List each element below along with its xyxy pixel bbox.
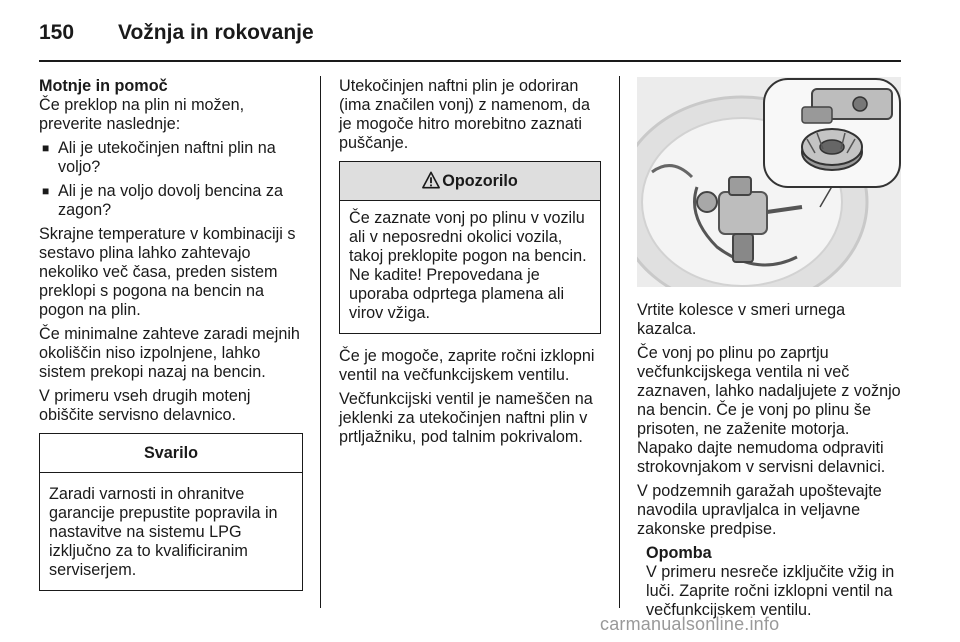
paragraph: Vrtite kolesce v smeri urnega kazalca. xyxy=(637,301,846,338)
list-item: ■ Ali je utekočinjen naftni plin na voljo? xyxy=(42,139,276,176)
column-right xyxy=(637,77,903,625)
page-number: 150 xyxy=(39,21,75,44)
column-left xyxy=(39,77,303,591)
paragraph: Utekočinjen naftni plin je odoriran (ima značilen vonj) z namenom, da je mogoče hitro morebitno zaznati puščanje. xyxy=(339,77,591,152)
square-bullet-icon: ■ xyxy=(42,184,50,198)
warning-title: Opozorilo xyxy=(442,172,518,190)
warning-text: Če zaznate vonj po plinu v vozilu ali v neposredni okolici vozila, takoj preklopite pogon na bencin. Ne kadite! Prepovedana je uporaba odprtega plamena ali virov vžiga. xyxy=(349,209,587,322)
valve-illustration xyxy=(637,77,901,287)
section-heading: Motnje in pomoč xyxy=(39,77,168,95)
caution-text: Zaradi varnosti in ohranitve garancije prepustite popravila in nastavitve na sistemu LPG izključno za to kvalificiranim serviserjem. xyxy=(49,485,278,579)
paragraph: Če je mogoče, zaprite ročni izklopni ventil na večfunkcijskem ventilu. xyxy=(339,347,595,384)
multifunction-valve-drawing xyxy=(637,77,901,287)
watermark: carmanualsonline.info xyxy=(600,614,780,634)
paragraph: Če minimalne zahteve zaradi mejnih okoliščin niso izpolnjene, lahko sistem prekopi nazaj na bencin. xyxy=(39,325,300,381)
check-list xyxy=(39,139,303,220)
paragraph: Večfunkcijski ventil je nameščen na jeklenki za utekočinjen naftni plin v prtljažniku, pod talnim pokrivalom. xyxy=(339,390,593,446)
note-block xyxy=(637,544,903,620)
caution-title: Svarilo xyxy=(40,434,302,473)
caution-box xyxy=(39,433,303,591)
page-title: Vožnja in rokovanje xyxy=(118,21,314,44)
warning-header xyxy=(340,162,600,201)
column-divider-left xyxy=(320,76,321,608)
note-text: V primeru nesreče izključite vžig in luči. Zaprite ročni izklopni ventil na večfunkcijskem ventilu. xyxy=(646,563,895,619)
warning-triangle-icon xyxy=(422,171,440,189)
warning-box xyxy=(339,161,601,334)
column-middle xyxy=(339,77,601,452)
paragraph: Skrajne temperature v kombinaciji s sestavo plina lahko zahtevajo nekoliko več časa, preden sistem preklopi s pogona na bencin na pogon na plin. xyxy=(39,225,296,319)
intro-text: Če preklop na plin ni možen, preverite naslednje: xyxy=(39,96,245,133)
list-item: ■ Ali je na voljo dovolj bencina za zagon? xyxy=(42,182,283,219)
note-title: Opomba xyxy=(646,544,712,562)
paragraph: V primeru vseh drugih motenj obiščite servisno delavnico. xyxy=(39,387,251,424)
paragraph: V podzemnih garažah upoštevajte navodila upravljalca in veljavne zakonske predpise. xyxy=(637,482,882,538)
paragraph: Če vonj po plinu po zaprtju večfunkcijskega ventila ni več zaznaven, lahko nadaljujete z vožnjo na bencin. Če je vonj po plinu še prisoten, ne zaženite motorja. Napako dajte nemudoma odpraviti strokovnjakom v servisni delavnici. xyxy=(637,344,901,476)
square-bullet-icon: ■ xyxy=(42,141,50,155)
header-divider xyxy=(39,60,901,62)
column-divider-right xyxy=(619,76,620,608)
